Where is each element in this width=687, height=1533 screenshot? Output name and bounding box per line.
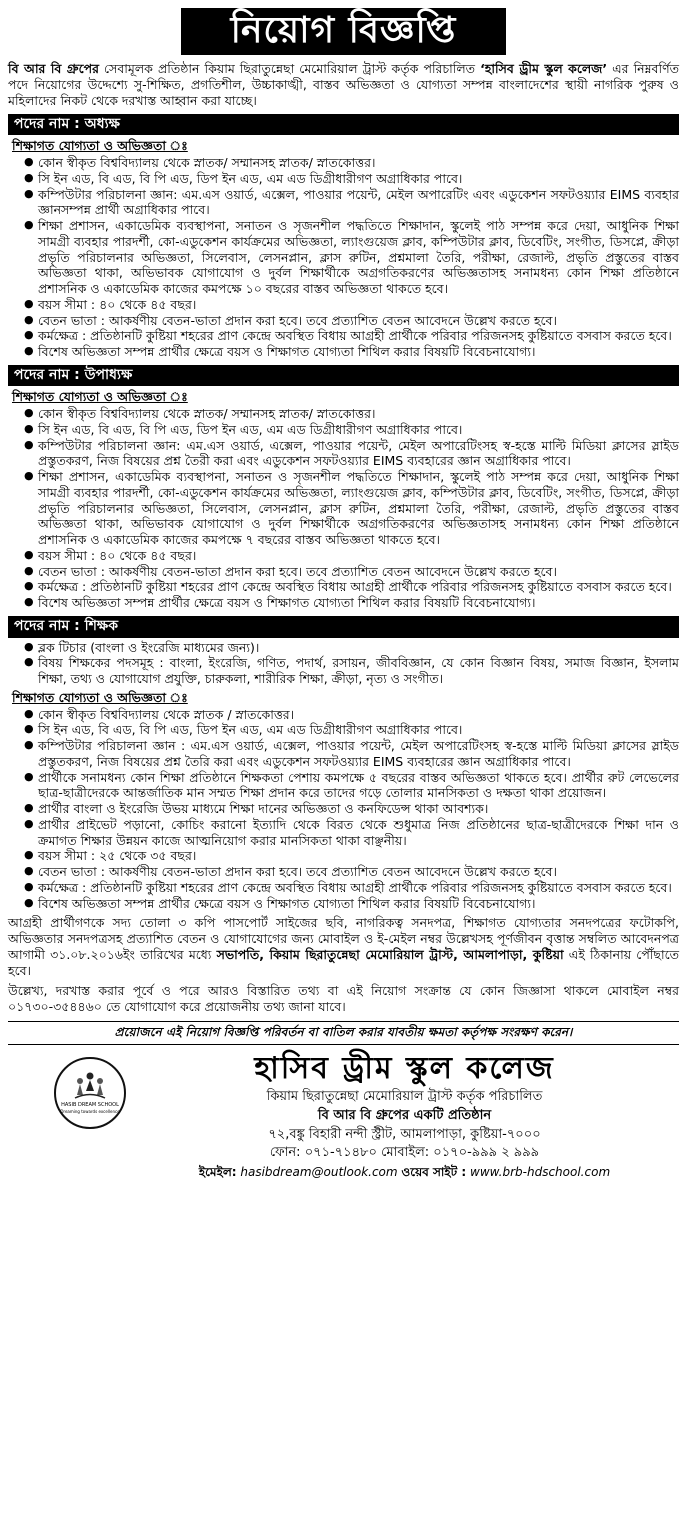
contact-note: উল্লেখ্য, দরখাস্ত করার পূর্বে ও পরে আরও বিস্তারিত তথ্য বা এই নিয়োগ সংক্রান্ত যে কোন জিজ্ঞাসা থাকলে মোবাইল নম্বর ০১৭৩০-৩৫৪৪৬০ তে যোগাযোগ করে প্রয়োজনীয় তথ্য জানা যাবে। bbox=[8, 983, 679, 1015]
list-item: ● বয়স সীমা : ৪০ থেকে ৪৫ বছর। bbox=[22, 548, 679, 564]
post-header-teacher: পদের নাম : শিক্ষক bbox=[8, 616, 679, 638]
page-title: নিয়োগ বিজ্ঞপ্তি bbox=[181, 8, 507, 55]
email-link[interactable]: hasibdream@outlook.com bbox=[240, 1165, 398, 1180]
school-name: হাসিব ড্রীম স্কুল কলেজ bbox=[254, 1050, 555, 1086]
address: ৭২,বঙ্কু বিহারী নন্দী স্ট্রীট, আমলাপাড়া, কুষ্টিয়া-৭০০০ bbox=[268, 1126, 541, 1142]
phone: ফোন: ০৭১-৭১৪৮০ মোবাইল: ০১৭০-৯৯৯ ২ ৯৯৯ bbox=[269, 1145, 540, 1161]
list-item: ● সি ইন এড, বি এড, বি পি এড, ডিপ ইন এড, এম এড ডিগ্রীধারীগণ অগ্রাধিকার পাবে। bbox=[22, 171, 679, 187]
school-logo bbox=[54, 1057, 126, 1129]
vice-principal-requirements bbox=[22, 406, 679, 611]
closing-text-1: আগ্রহী প্রার্থীগণকে সদ্য তোলা ৩ কপি পাসপোর্ট সাইজের ছবি, নাগরিকত্ব সনদপত্র, শিক্ষাগত যোগ্যতার সনদপত্রের ফটোকপি, অভিজ্ঞতার সনদপত্রসহ প্রত্যাশিত বেতন ও যোগাযোগের জন্য মোবাইল ও ই-মেইল নম্বর উল্লেখসহ পূর্ণজীবন বৃত্তান্ত সম্বলিত আবেদনপত্র আগামী ৩১.০৮.২০১৬ইং তারিখের মধ্যে bbox=[8, 915, 679, 962]
list-item: ● কোন স্বীকৃত বিশ্ববিদ্যালয় থেকে স্নাতক / স্নাতকোত্তর। bbox=[22, 707, 679, 723]
list-item: ● বেতন ভাতা : আকর্ষণীয় বেতন-ভাতা প্রদান করা হবে। তবে প্রত্যাশিত বেতন আবেদনে উল্লেখ করতে হবে। bbox=[22, 864, 679, 880]
managed-by: কিয়াম ছিরাতুন্নেছা মেমোরিয়াল ট্রাস্ট কর্তৃক পরিচালিত bbox=[266, 1088, 543, 1104]
email-label: ইমেইল: bbox=[198, 1165, 237, 1180]
list-item: ● কর্মক্ষেত্র : প্রতিষ্ঠানটি কুষ্টিয়া শহরের প্রাণ কেন্দ্রে অবস্থিত বিধায় আগ্রহী প্রার্থীকে পরিবার পরিজনসহ কুষ্টিয়াতে বসবাস করতে হবে। bbox=[22, 328, 679, 344]
list-item: ● কম্পিউটার পরিচালনা জ্ঞান: এম.এস ওয়ার্ড, এক্সেল, পাওয়ার পয়েন্ট, মেইল অপারেটিংসহ স্ব-হস্তে মাল্টি মিডিয়া ক্লাসের স্লাইড প্রস্তুতকরণ, নিজ বিষয়ের প্রশ্ন তৈরী করা এবং এডুকেশন সফটওয়্যার EIMS ব্যবহারের জ্ঞান অগ্রাধিকার পাবে। bbox=[22, 438, 679, 470]
closing-address: সভাপতি, কিয়াম ছিরাতুন্নেছা মেমোরিয়াল ট্রাস্ট, আমলাপাড়া, কুষ্টিয়া bbox=[216, 946, 564, 962]
intro-paragraph bbox=[8, 61, 679, 108]
list-item: ● সি ইন এড, বি এড, বি পি এড, ডিপ ইন এড, এম এড ডিগ্রীধারীগণ অগ্রাধিকার পাবে। bbox=[22, 422, 679, 438]
list-item: ● বিশেষ অভিজ্ঞতা সম্পন্ন প্রার্থীর ক্ষেত্রে বয়স ও শিক্ষাগত যোগ্যতা শিথিল করার বিষয়টি বিবেচনাযোগ্য। bbox=[22, 595, 679, 611]
list-item: ● প্রার্থীর বাংলা ও ইংরেজি উভয় মাধ্যমে শিক্ষা দানের অভিজ্ঞতা ও কনফিডেন্স থাকা আবশ্যক। bbox=[22, 801, 679, 817]
logo-tagline: Dreaming towards excellence bbox=[60, 1109, 120, 1115]
divider bbox=[8, 1021, 679, 1022]
list-item: ● শিক্ষা প্রশাসন, একাডেমিক ব্যবস্থাপনা, সনাতন ও সৃজনশীল পদ্ধতিতে শিক্ষাদান, স্কুলেই পাঠ সম্পন্ন করে দেয়া, আধুনিক শিক্ষা সামগ্রী ব্যবহার পারদর্শী, কো-এডুকেশন কার্যক্রমের অভিজ্ঞতা, ল্যাংগুয়েজ ক্লাব, কম্পিউটার ক্লাব, ডিবেটিং, সংগীত, ডিসপ্লে, ক্রীড়া প্রভৃতি পরিচালনার অভিজ্ঞতা, সিলেবাস, লেসনপ্লান, ক্লাস রুটিন, প্রশ্নমালা তৈরি, পরীক্ষা, রেজাল্ট, প্রভৃতি প্রস্তুতের বাস্তব অভিজ্ঞতা থাকা, অভিভাবক যোগাযোগ ও দুর্বল শিক্ষার্থীকে অগ্রগতিকরণের অভিজ্ঞতাসহ সনামধন্য কোন শিক্ষা প্রতিষ্ঠানে প্রশাসনিক ও একাডেমিক কাজের কমপক্ষে ১০ বছরের বাস্তব অভিজ্ঞতা থাকতে হবে। bbox=[22, 218, 679, 297]
list-item: ● কর্মক্ষেত্র : প্রতিষ্ঠানটি কুষ্টিয়া শহরের প্রাণ কেন্দ্রে অবস্থিত বিধায় আগ্রহী প্রার্থীকে পরিবার পরিজনসহ কুষ্টিয়াতে বসবাস করতে হবে। bbox=[22, 579, 679, 595]
contact-line bbox=[138, 1165, 671, 1180]
teacher-requirements bbox=[22, 707, 679, 912]
list-item: ● কর্মক্ষেত্র : প্রতিষ্ঠানটি কুষ্টিয়া শহরের প্রাণ কেন্দ্রে অবস্থিত বিধায় আগ্রহী প্রার্থীকে পরিবার পরিজনসহ কুষ্টিয়াতে বসবাস করতে হবে। bbox=[22, 880, 679, 896]
list-item: ● বয়স সীমা : ৪০ থেকে ৪৫ বছর। bbox=[22, 297, 679, 313]
closing-text-2: এই ঠিকানায় পৌঁছাতে হবে। bbox=[8, 946, 679, 978]
list-item: ● শিক্ষা প্রশাসন, একাডেমিক ব্যবস্থাপনা, সনাতন ও সৃজনশীল পদ্ধতিতে শিক্ষাদান, স্কুলেই পাঠ সম্পন্ন করে দেয়া, আধুনিক শিক্ষা সামগ্রী ব্যবহার পারদর্শী, কো-এডুকেশন কার্যক্রমের অভিজ্ঞতা, ল্যাংগুয়েজ ক্লাব, কম্পিউটার ক্লাব, ডিবেটিং, সংগীত, ডিসপ্লে, ক্রীড়া প্রভৃতি পরিচালনার অভিজ্ঞতা, সিলেবাস, লেসনপ্লান, ক্লাস রুটিন, প্রশ্নমালা তৈরি, পরীক্ষা, রেজাল্ট, প্রভৃতি প্রস্তুতের বাস্তব অভিজ্ঞতা থাকা, অভিভাবক যোগাযোগ ও দুর্বল শিক্ষার্থীকে অগ্রগতিকরণের অভিজ্ঞতাসহ সনামধন্য কোন শিক্ষা প্রতিষ্ঠানে প্রশাসনিক ও একাডেমিক কাজের কমপক্ষে ৭ বছরের বাস্তব অভিজ্ঞতা থাকতে হবে। bbox=[22, 469, 679, 548]
disclaimer: প্রয়োজনে এই নিয়োগ বিজ্ঞপ্তি পরিবর্তন বা বাতিল করার যাবতীয় ক্ষমতা কর্তৃপক্ষ সংরক্ষণ করেন। bbox=[8, 1025, 679, 1045]
intro-school-name: ‘হাসিব ড্রীম স্কুল কলেজ’ bbox=[480, 61, 608, 77]
list-item: ● বিশেষ অভিজ্ঞতা সম্পন্ন প্রার্থীর ক্ষেত্রে বয়স ও শিক্ষাগত যোগ্যতা শিথিল করার বিষয়টি বিবেচনাযোগ্য। bbox=[22, 896, 679, 912]
people-icon bbox=[73, 1071, 107, 1101]
post-header-principal: পদের নাম : অধ্যক্ষ bbox=[8, 114, 679, 136]
list-item: ● ব্লক টিচার (বাংলা ও ইংরেজি মাধ্যমের জন্য)। bbox=[22, 640, 679, 656]
website-link[interactable]: www.brb-hdschool.com bbox=[470, 1165, 611, 1180]
list-item: ● বেতন ভাতা : আকর্ষণীয় বেতন-ভাতা প্রদান করা হবে। তবে প্রত্যাশিত বেতন আবেদনে উল্লেখ করতে হবে। bbox=[22, 564, 679, 580]
intro-text-2: এর নিম্নবর্ণিত পদে নিয়োগের উদ্দেশ্যে সু-শিক্ষিত, প্রগতিশীল, উচ্চাকাঙ্খী, বাস্তব অভিজ্ঞতা ও যোগ্যতা সম্পন্ন বাংলাদেশের স্থায়ী নাগরিক পুরুষ ও মহিলাদের নিকট থেকে দরখাস্ত আহ্বান করা যাচ্ছে। bbox=[8, 61, 680, 108]
application-instructions bbox=[8, 915, 679, 978]
post-header-vice-principal: পদের নাম : উপাধ্যক্ষ bbox=[8, 365, 679, 387]
teacher-positions bbox=[22, 640, 679, 687]
qualification-heading: শিক্ষাগত যোগ্যতা ও অভিজ্ঞতা ঃ bbox=[12, 138, 188, 154]
footer-info bbox=[138, 1049, 671, 1180]
logo-text: HASIB DREAM SCHOOL bbox=[61, 1101, 119, 1108]
qualification-heading: শিক্ষাগত যোগ্যতা ও অভিজ্ঞতা ঃ bbox=[12, 389, 188, 405]
list-item: ● বয়স সীমা : ২৫ থেকে ৩৫ বছর। bbox=[22, 848, 679, 864]
list-item: ● বিষয় শিক্ষকের পদসমূহ : বাংলা, ইংরেজি, গণিত, পদার্থ, রসায়ন, জীববিজ্ঞান, যে কোন বিজ্ঞান বিষয়, সমাজ বিজ্ঞান, ইসলাম শিক্ষা, তথ্য ও যোগাযোগ প্রযুক্তি, চারুকলা, শারীরিক শিক্ষা, ক্রীড়া, নৃত্য ও সংগীত। bbox=[22, 655, 679, 687]
principal-requirements bbox=[22, 155, 679, 360]
title-wrap bbox=[8, 8, 679, 55]
list-item: ● কোন স্বীকৃত বিশ্ববিদ্যালয় থেকে স্নাতক/ সম্মানসহ স্নাতক/ স্নাতকোত্তর। bbox=[22, 155, 679, 171]
qualification-heading: শিক্ষাগত যোগ্যতা ও অভিজ্ঞতা ঃ bbox=[12, 689, 188, 705]
list-item: ● বিশেষ অভিজ্ঞতা সম্পন্ন প্রার্থীর ক্ষেত্রে বয়স ও শিক্ষাগত যোগ্যতা শিথিল করার বিষয়টি বিবেচনাযোগ্য। bbox=[22, 344, 679, 360]
list-item: ● সি ইন এড, বি এড, বি পি এড, ডিপ ইন এড, এম এড ডিগ্রীধারীগণ অগ্রাধিকার পাবে। bbox=[22, 722, 679, 738]
list-item: ● কম্পিউটার পরিচালনা জ্ঞান: এম.এস ওয়ার্ড, এক্সেল, পাওয়ার পয়েন্ট, মেইল অপারেটিং এবং এডুকেশন সফটওয়্যার EIMS ব্যবহার জ্ঞানসম্পন্ন প্রার্থী অগ্রাধিকার পাবে। bbox=[22, 187, 679, 219]
list-item: ● কোন স্বীকৃত বিশ্ববিদ্যালয় থেকে স্নাতক/ সম্মানসহ স্নাতক/ স্নাতকোত্তর। bbox=[22, 406, 679, 422]
website-label: ওয়েব সাইট : bbox=[401, 1165, 467, 1180]
list-item: ● কম্পিউটার পরিচালনা জ্ঞান : এম.এস ওয়ার্ড, এক্সেল, পাওয়ার পয়েন্ট, মেইল অপারেটিংসহ স্ব-হস্তে মাল্টি মিডিয়া ক্লাসের স্লাইড প্রস্তুতকরণ, নিজ বিষয়ের প্রশ্ন তৈরি করা এবং এডুকেশন সফটওয়্যার EIMS ব্যবহারের জ্ঞান অগ্রাধিকার পাবে। bbox=[22, 738, 679, 770]
intro-group-name: বি আর বি গ্রুপের bbox=[8, 61, 99, 77]
list-item: ● বেতন ভাতা : আকর্ষণীয় বেতন-ভাতা প্রদান করা হবে। তবে প্রত্যাশিত বেতন আবেদনে উল্লেখ করতে হবে। bbox=[22, 313, 679, 329]
list-item: ● প্রার্থীর প্রাইভেট পড়ানো, কোচিং করানো ইত্যাদি থেকে বিরত থেকে শুধুমাত্র নিজ প্রতিষ্ঠানের ছাত্র-ছাত্রীদেরকে শিক্ষা দান ও ক্রমাগত শিক্ষার উন্নয়ন কাজে আত্মনিয়োগ করার মানসিকতা থাকা বাঞ্ছনীয়। bbox=[22, 817, 679, 849]
footer bbox=[8, 1049, 679, 1199]
group-line: বি আর বি গ্রুপের একটি প্রতিষ্ঠান bbox=[317, 1107, 492, 1123]
list-item: ● প্রার্থীকে সনামধন্য কোন শিক্ষা প্রতিষ্ঠানে শিক্ষকতা পেশায় কমপক্ষে ৫ বছরের বাস্তব অভিজ্ঞতা থাকতে হবে। প্রার্থীর রুট লেভেলের ছাত্র-ছাত্রীদেরকে আন্তর্জাতিক মান সম্মত শিক্ষা প্রদান করে তাদের গড়ে তোলার মানসিকতা ও দক্ষতা থাকা প্রয়োজন। bbox=[22, 770, 679, 802]
intro-text-1: সেবামূলক প্রতিষ্ঠান কিয়াম ছিরাতুন্নেছা মেমোরিয়াল ট্রাস্ট কর্তৃক পরিচালিত bbox=[98, 61, 481, 77]
